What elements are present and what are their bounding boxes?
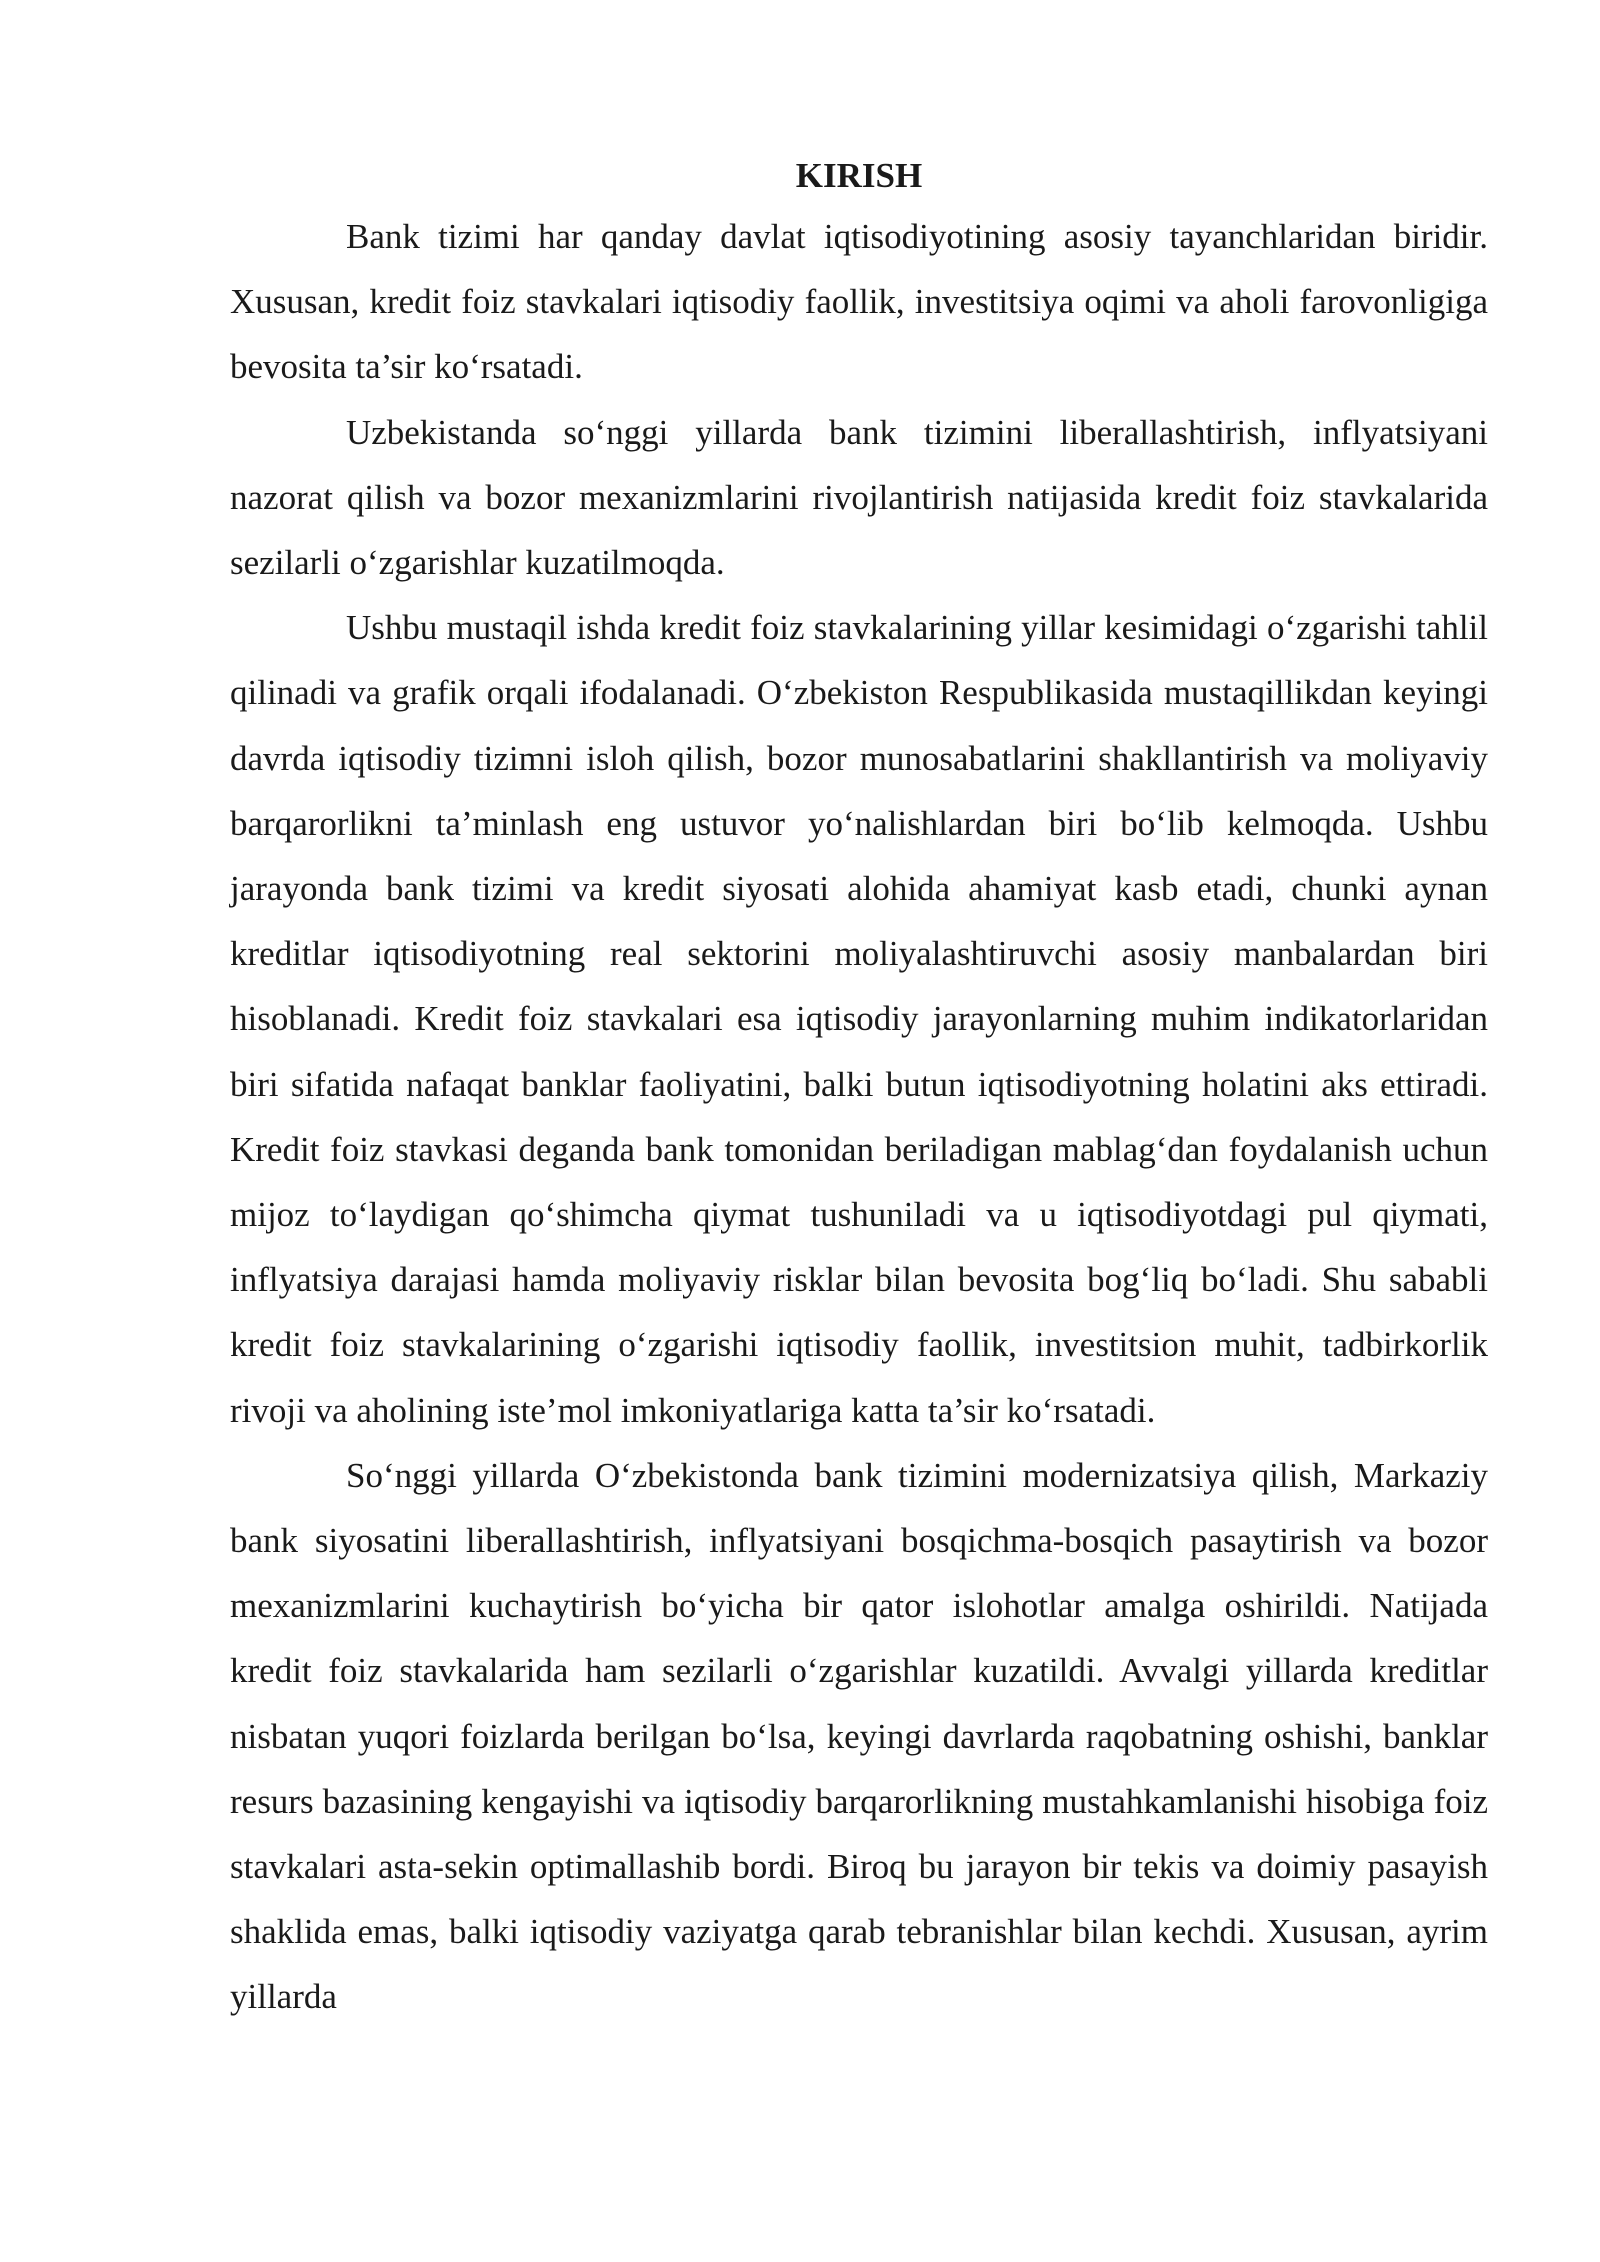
paragraph-4: So‘nggi yillarda O‘zbekistonda bank tizimini modernizatsiya qilish, Markaziy bank siyosatini liberallashtirish, inflyatsiyani bosqichma-bosqich pasaytirish va bozor mexanizmlarini kuchaytirish bo‘yicha bir qator islohotlar amalga oshirildi. Natijada kredit foiz stavkalarida ham sezilarli o‘zgarishlar kuzatildi. Avvalgi yillarda kreditlar nisbatan yuqori foizlarda berilgan bo‘lsa, keyingi davrlarda raqobatning oshishi, banklar resurs bazasining kengayishi va iqtisodiy barqarorlikning mustahkamlanishi hisobiga foiz stavkalari asta-sekin optimallashib bordi. Biroq bu jarayon bir tekis va doimiy pasayish shaklida emas, balki iqtisodiy vaziyatga qarab tebranishlar bilan kechdi. Xususan, ayrim yillarda <box>230 1455 1488 2017</box>
document-page <box>230 148 1488 2030</box>
paragraph-2: Uzbekistanda so‘nggi yillarda bank tizimini liberallashtirish, inflyatsiyani nazorat qilish va bozor mexanizmlarini rivojlantirish natijasida kredit foiz stavkalarida sezilarli o‘zgarishlar kuzatilmoqda. <box>230 412 1488 583</box>
paragraph-1: Bank tizimi har qanday davlat iqtisodiyotining asosiy tayanchlaridan biridir. Xususan, kredit foiz stavkalari iqtisodiy faollik, investitsiya oqimi va aholi farovonligiga bevosita ta’sir ko‘rsatadi. <box>230 217 1488 387</box>
paragraph-3: Ushbu mustaqil ishda kredit foiz stavkalarining yillar kesimidagi o‘zgarishi tahlil qilinadi va grafik orqali ifodalanadi. O‘zbekiston Respublikasida mustaqillikdan keyingi davrda iqtisodiy tizimni isloh qilish, bozor munosabatlarini shakllantirish va moliyaviy barqarorlikni ta’minlash eng ustuvor yo‘nalishlardan biri bo‘lib kelmoqda. Ushbu jarayonda bank tizimi va kredit siyosati alohida ahamiyat kasb etadi, chunki aynan kreditlar iqtisodiyotning real sektorini moliyalashtiruvchi asosiy manbalardan biri hisoblanadi. Kredit foiz stavkalari esa iqtisodiy jarayonlarning muhim indikatorlaridan biri sifatida nafaqat banklar faoliyatini, balki butun iqtisodiyotning holatini aks ettiradi. Kredit foiz stavkasi deganda bank tomonidan beriladigan mablag‘dan foydalanish uchun mijoz to‘laydigan qo‘shimcha qiymat tushuniladi va u iqtisodiyotdagi pul qiymati, inflyatsiya darajasi hamda moliyaviy risklar bilan bevosita bog‘liq bo‘ladi. Shu sababli kredit foiz stavkalarining o‘zgarishi iqtisodiy faollik, investitsion muhit, tadbirkorlik rivoji va aholining iste’mol imkoniyatlariga katta ta’sir ko‘rsatadi. <box>230 608 1488 1430</box>
section-title: KIRISH <box>795 156 923 195</box>
